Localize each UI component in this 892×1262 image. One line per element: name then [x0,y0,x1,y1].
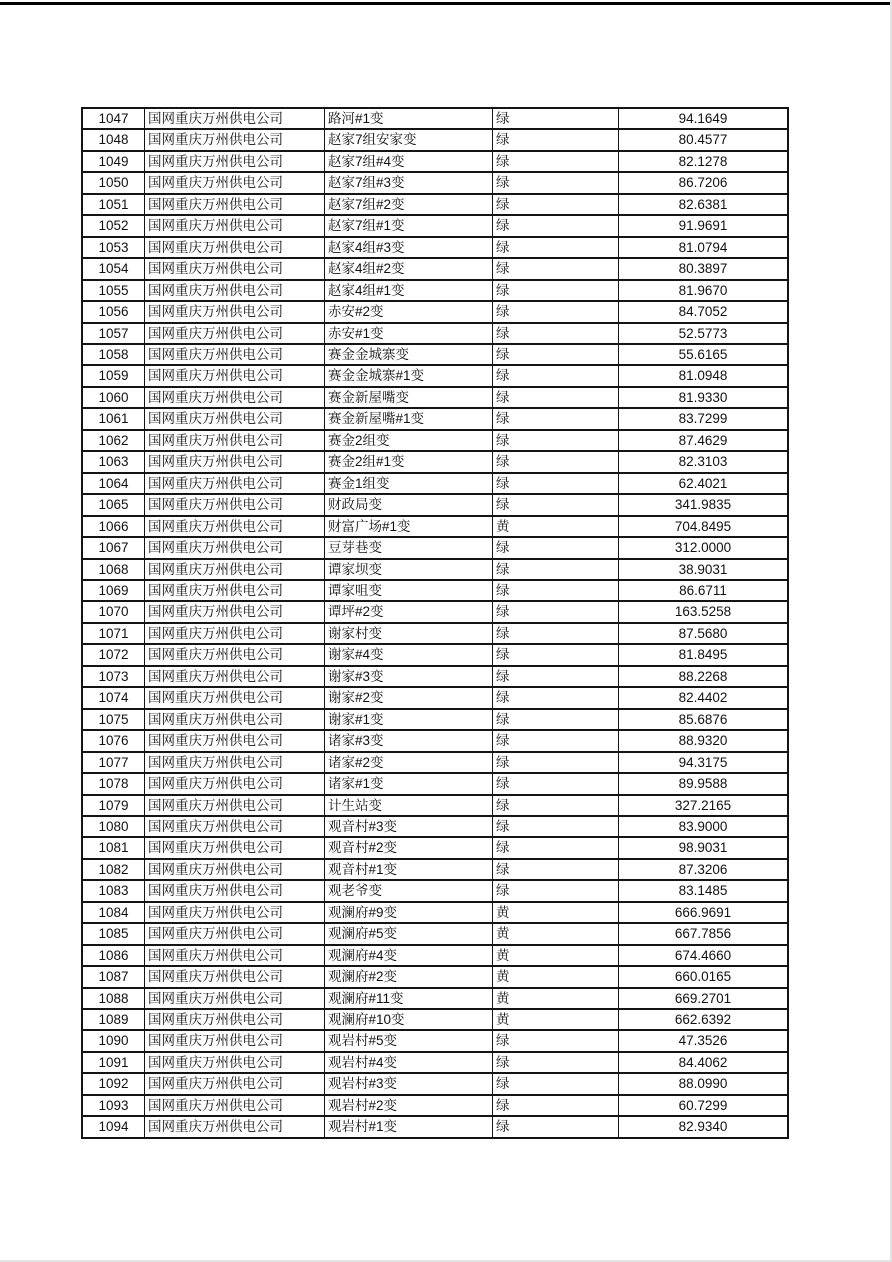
cell-status: 黄 [493,988,619,1009]
cell-status: 绿 [493,623,619,644]
cell-status: 绿 [493,215,619,236]
table-row [82,537,788,558]
cell-company: 国网重庆万州供电公司 [145,323,325,344]
cell-id: 1057 [82,323,145,344]
cell-status: 绿 [493,601,619,622]
table-row [82,451,788,472]
cell-id: 1085 [82,923,145,944]
table-row [82,730,788,751]
cell-status: 绿 [493,387,619,408]
cell-id: 1081 [82,837,145,858]
table-row [82,559,788,580]
cell-company: 国网重庆万州供电公司 [145,580,325,601]
cell-status: 黄 [493,516,619,537]
cell-company: 国网重庆万州供电公司 [145,1095,325,1116]
cell-value: 81.9670 [619,280,789,301]
cell-station: 赛金金城寨#1变 [325,365,493,386]
table-row [82,494,788,515]
cell-status: 绿 [493,644,619,665]
cell-id: 1093 [82,1095,145,1116]
table-row [82,151,788,172]
cell-company: 国网重庆万州供电公司 [145,687,325,708]
cell-id: 1074 [82,687,145,708]
cell-company: 国网重庆万州供电公司 [145,730,325,751]
cell-station: 诸家#1变 [325,773,493,794]
cell-company: 国网重庆万州供电公司 [145,258,325,279]
table-row [82,1030,788,1051]
table-row [82,473,788,494]
cell-value: 88.2268 [619,666,789,687]
cell-value: 84.4062 [619,1052,789,1073]
table-row [82,580,788,601]
cell-station: 观澜府#4变 [325,945,493,966]
cell-status: 绿 [493,151,619,172]
cell-company: 国网重庆万州供电公司 [145,344,325,365]
cell-station: 观澜府#2变 [325,966,493,987]
cell-station: 计生站变 [325,795,493,816]
table-row [82,795,788,816]
cell-value: 88.0990 [619,1073,789,1094]
cell-id: 1089 [82,1009,145,1030]
cell-station: 谭家坝变 [325,559,493,580]
cell-station: 财政局变 [325,494,493,515]
table-row [82,387,788,408]
cell-status: 绿 [493,451,619,472]
cell-company: 国网重庆万州供电公司 [145,408,325,429]
cell-station: 观澜府#5变 [325,923,493,944]
cell-station: 谢家#3变 [325,666,493,687]
cell-value: 83.9000 [619,816,789,837]
cell-id: 1078 [82,773,145,794]
cell-value: 91.9691 [619,215,789,236]
cell-status: 黄 [493,923,619,944]
cell-status: 绿 [493,258,619,279]
cell-station: 观老爷变 [325,880,493,901]
cell-station: 谢家#1变 [325,709,493,730]
cell-company: 国网重庆万州供电公司 [145,559,325,580]
cell-id: 1077 [82,752,145,773]
cell-value: 82.4402 [619,687,789,708]
cell-company: 国网重庆万州供电公司 [145,129,325,150]
cell-company: 国网重庆万州供电公司 [145,494,325,515]
table-row [82,108,788,129]
cell-id: 1083 [82,880,145,901]
cell-value: 87.4629 [619,430,789,451]
cell-id: 1088 [82,988,145,1009]
table-row [82,172,788,193]
cell-id: 1082 [82,859,145,880]
cell-value: 81.8495 [619,644,789,665]
cell-company: 国网重庆万州供电公司 [145,1030,325,1051]
cell-station: 赛金2组变 [325,430,493,451]
cell-station: 赵家7组#1变 [325,215,493,236]
cell-status: 绿 [493,730,619,751]
data-table-container [81,107,789,1139]
cell-station: 赛金金城寨变 [325,344,493,365]
cell-station: 财富广场#1变 [325,516,493,537]
cell-id: 1065 [82,494,145,515]
cell-value: 81.0948 [619,365,789,386]
cell-id: 1056 [82,301,145,322]
cell-status: 绿 [493,408,619,429]
cell-station: 赛金新屋嘴#1变 [325,408,493,429]
cell-status: 绿 [493,837,619,858]
table-row [82,215,788,236]
cell-status: 绿 [493,365,619,386]
cell-status: 绿 [493,473,619,494]
cell-value: 327.2165 [619,795,789,816]
table-row [82,773,788,794]
cell-station: 豆芽巷变 [325,537,493,558]
table-row [82,601,788,622]
cell-value: 666.9691 [619,902,789,923]
cell-id: 1087 [82,966,145,987]
data-table [81,107,789,1139]
cell-status: 绿 [493,666,619,687]
cell-value: 704.8495 [619,516,789,537]
cell-company: 国网重庆万州供电公司 [145,1052,325,1073]
cell-status: 绿 [493,880,619,901]
cell-company: 国网重庆万州供电公司 [145,473,325,494]
cell-company: 国网重庆万州供电公司 [145,451,325,472]
cell-status: 绿 [493,280,619,301]
table-row [82,1009,788,1030]
cell-company: 国网重庆万州供电公司 [145,902,325,923]
cell-company: 国网重庆万州供电公司 [145,301,325,322]
cell-status: 绿 [493,344,619,365]
table-row [82,666,788,687]
table-row [82,1116,788,1137]
cell-id: 1084 [82,902,145,923]
cell-value: 84.7052 [619,301,789,322]
cell-id: 1090 [82,1030,145,1051]
table-row [82,129,788,150]
cell-station: 观岩村#4变 [325,1052,493,1073]
cell-id: 1053 [82,237,145,258]
cell-company: 国网重庆万州供电公司 [145,837,325,858]
cell-company: 国网重庆万州供电公司 [145,623,325,644]
cell-value: 89.9588 [619,773,789,794]
cell-station: 谢家村变 [325,623,493,644]
cell-company: 国网重庆万州供电公司 [145,923,325,944]
cell-value: 85.6876 [619,709,789,730]
cell-id: 1071 [82,623,145,644]
cell-value: 674.4660 [619,945,789,966]
cell-id: 1052 [82,215,145,236]
cell-value: 86.7206 [619,172,789,193]
cell-id: 1073 [82,666,145,687]
cell-value: 669.2701 [619,988,789,1009]
cell-value: 83.7299 [619,408,789,429]
cell-id: 1058 [82,344,145,365]
table-row [82,859,788,880]
cell-station: 观岩村#5变 [325,1030,493,1051]
cell-value: 38.9031 [619,559,789,580]
cell-id: 1066 [82,516,145,537]
cell-value: 82.1278 [619,151,789,172]
table-row [82,237,788,258]
cell-value: 82.3103 [619,451,789,472]
cell-company: 国网重庆万州供电公司 [145,644,325,665]
cell-company: 国网重庆万州供电公司 [145,752,325,773]
cell-company: 国网重庆万州供电公司 [145,601,325,622]
cell-station: 赵家7组#3变 [325,172,493,193]
cell-status: 绿 [493,859,619,880]
cell-id: 1075 [82,709,145,730]
table-row [82,1052,788,1073]
cell-status: 绿 [493,687,619,708]
table-row [82,1095,788,1116]
cell-id: 1079 [82,795,145,816]
cell-station: 观音村#1变 [325,859,493,880]
cell-station: 观岩村#1变 [325,1116,493,1137]
cell-company: 国网重庆万州供电公司 [145,880,325,901]
cell-company: 国网重庆万州供电公司 [145,816,325,837]
cell-value: 660.0165 [619,966,789,987]
cell-status: 绿 [493,430,619,451]
cell-status: 黄 [493,966,619,987]
cell-value: 83.1485 [619,880,789,901]
cell-status: 绿 [493,194,619,215]
cell-status: 绿 [493,1116,619,1137]
cell-status: 绿 [493,108,619,129]
cell-value: 667.7856 [619,923,789,944]
cell-status: 绿 [493,494,619,515]
cell-company: 国网重庆万州供电公司 [145,280,325,301]
cell-station: 观澜府#10变 [325,1009,493,1030]
cell-value: 87.5680 [619,623,789,644]
table-row [82,194,788,215]
cell-company: 国网重庆万州供电公司 [145,537,325,558]
cell-station: 赛金2组#1变 [325,451,493,472]
table-row [82,709,788,730]
cell-station: 诸家#2变 [325,752,493,773]
cell-station: 赵家7组#4变 [325,151,493,172]
cell-status: 绿 [493,816,619,837]
cell-company: 国网重庆万州供电公司 [145,1116,325,1137]
cell-value: 52.5773 [619,323,789,344]
cell-id: 1047 [82,108,145,129]
cell-status: 绿 [493,1073,619,1094]
cell-value: 94.3175 [619,752,789,773]
cell-station: 赵家7组#2变 [325,194,493,215]
cell-value: 82.9340 [619,1116,789,1137]
table-row [82,945,788,966]
cell-station: 观岩村#2变 [325,1095,493,1116]
cell-id: 1091 [82,1052,145,1073]
cell-status: 绿 [493,752,619,773]
cell-company: 国网重庆万州供电公司 [145,988,325,1009]
cell-id: 1069 [82,580,145,601]
table-row [82,408,788,429]
cell-id: 1062 [82,430,145,451]
cell-station: 路河#1变 [325,108,493,129]
cell-status: 绿 [493,795,619,816]
cell-status: 绿 [493,323,619,344]
cell-value: 80.3897 [619,258,789,279]
cell-company: 国网重庆万州供电公司 [145,516,325,537]
cell-status: 黄 [493,945,619,966]
cell-company: 国网重庆万州供电公司 [145,387,325,408]
cell-station: 谢家#2变 [325,687,493,708]
table-row [82,516,788,537]
cell-company: 国网重庆万州供电公司 [145,194,325,215]
cell-status: 绿 [493,129,619,150]
table-row [82,902,788,923]
cell-station: 诸家#3变 [325,730,493,751]
cell-value: 82.6381 [619,194,789,215]
cell-id: 1070 [82,601,145,622]
cell-company: 国网重庆万州供电公司 [145,945,325,966]
cell-id: 1086 [82,945,145,966]
table-row [82,323,788,344]
cell-value: 94.1649 [619,108,789,129]
cell-id: 1094 [82,1116,145,1137]
cell-id: 1055 [82,280,145,301]
cell-status: 绿 [493,537,619,558]
cell-station: 赵家7组安家变 [325,129,493,150]
cell-status: 绿 [493,1030,619,1051]
cell-id: 1063 [82,451,145,472]
table-row [82,258,788,279]
cell-station: 观澜府#11变 [325,988,493,1009]
cell-value: 88.9320 [619,730,789,751]
cell-value: 98.9031 [619,837,789,858]
cell-id: 1060 [82,387,145,408]
cell-station: 赤安#1变 [325,323,493,344]
table-row [82,687,788,708]
cell-status: 绿 [493,1095,619,1116]
table-row [82,430,788,451]
cell-value: 81.0794 [619,237,789,258]
cell-station: 谢家#4变 [325,644,493,665]
cell-id: 1068 [82,559,145,580]
table-row [82,365,788,386]
cell-company: 国网重庆万州供电公司 [145,795,325,816]
table-row [82,816,788,837]
cell-station: 赵家4组#2变 [325,258,493,279]
cell-station: 观澜府#9变 [325,902,493,923]
cell-company: 国网重庆万州供电公司 [145,237,325,258]
cell-station: 赵家4组#1变 [325,280,493,301]
cell-value: 62.4021 [619,473,789,494]
cell-id: 1061 [82,408,145,429]
table-row [82,280,788,301]
cell-station: 赛金新屋嘴变 [325,387,493,408]
cell-value: 81.9330 [619,387,789,408]
cell-status: 绿 [493,559,619,580]
cell-station: 观音村#2变 [325,837,493,858]
cell-id: 1054 [82,258,145,279]
table-row [82,1073,788,1094]
cell-company: 国网重庆万州供电公司 [145,215,325,236]
cell-company: 国网重庆万州供电公司 [145,666,325,687]
cell-id: 1076 [82,730,145,751]
cell-company: 国网重庆万州供电公司 [145,172,325,193]
table-row [82,623,788,644]
cell-id: 1080 [82,816,145,837]
cell-company: 国网重庆万州供电公司 [145,709,325,730]
table-row [82,837,788,858]
cell-value: 662.6392 [619,1009,789,1030]
table-row [82,923,788,944]
cell-status: 绿 [493,580,619,601]
cell-station: 谭家咀变 [325,580,493,601]
cell-status: 绿 [493,773,619,794]
table-row [82,752,788,773]
grid-body [82,108,788,1138]
cell-company: 国网重庆万州供电公司 [145,1073,325,1094]
cell-status: 绿 [493,301,619,322]
cell-company: 国网重庆万州供电公司 [145,1009,325,1030]
cell-status: 绿 [493,1052,619,1073]
cell-id: 1067 [82,537,145,558]
cell-station: 赤安#2变 [325,301,493,322]
page-top-rule [0,2,890,5]
cell-id: 1049 [82,151,145,172]
table-row [82,880,788,901]
cell-value: 80.4577 [619,129,789,150]
cell-value: 55.6165 [619,344,789,365]
cell-id: 1072 [82,644,145,665]
cell-station: 观岩村#3变 [325,1073,493,1094]
cell-id: 1051 [82,194,145,215]
cell-value: 312.0000 [619,537,789,558]
cell-value: 163.5258 [619,601,789,622]
cell-id: 1048 [82,129,145,150]
table-row [82,966,788,987]
cell-company: 国网重庆万州供电公司 [145,108,325,129]
cell-status: 绿 [493,237,619,258]
cell-id: 1064 [82,473,145,494]
cell-status: 绿 [493,709,619,730]
cell-status: 黄 [493,902,619,923]
cell-value: 341.9835 [619,494,789,515]
cell-company: 国网重庆万州供电公司 [145,966,325,987]
cell-value: 60.7299 [619,1095,789,1116]
cell-company: 国网重庆万州供电公司 [145,151,325,172]
cell-company: 国网重庆万州供电公司 [145,365,325,386]
table-row [82,301,788,322]
cell-id: 1092 [82,1073,145,1094]
cell-company: 国网重庆万州供电公司 [145,430,325,451]
table-row [82,988,788,1009]
cell-value: 86.6711 [619,580,789,601]
cell-id: 1050 [82,172,145,193]
cell-station: 观音村#3变 [325,816,493,837]
cell-value: 47.3526 [619,1030,789,1051]
table-row [82,344,788,365]
cell-company: 国网重庆万州供电公司 [145,773,325,794]
cell-company: 国网重庆万州供电公司 [145,859,325,880]
cell-value: 87.3206 [619,859,789,880]
cell-status: 绿 [493,172,619,193]
table-row [82,644,788,665]
cell-status: 黄 [493,1009,619,1030]
cell-station: 谭坪#2变 [325,601,493,622]
cell-station: 赛金1组变 [325,473,493,494]
cell-id: 1059 [82,365,145,386]
cell-station: 赵家4组#3变 [325,237,493,258]
